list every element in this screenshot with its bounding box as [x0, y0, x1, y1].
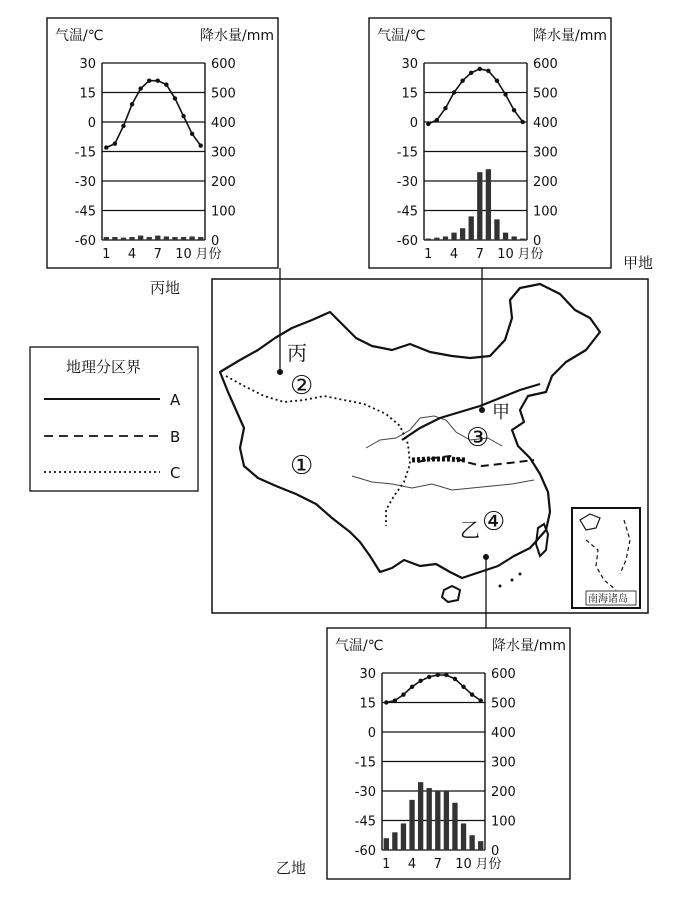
legend-key-b: B — [170, 428, 181, 446]
precip-tick-label: 200 — [211, 175, 236, 190]
temperature-point — [401, 692, 405, 696]
left-axis-title: 气温/℃ — [377, 28, 426, 44]
temp-tick-label: -30 — [354, 785, 376, 800]
temperature-point — [426, 122, 430, 126]
temp-tick-label: -15 — [74, 145, 96, 161]
precip-tick-label: 300 — [533, 145, 558, 161]
precip-tick-label: 0 — [211, 234, 220, 249]
precip-tick-label: 500 — [533, 86, 558, 102]
month-tick-label: 4 — [449, 247, 459, 262]
precip-bar — [427, 788, 432, 850]
precip-bar — [494, 219, 499, 240]
temp-tick-label: -15 — [354, 755, 376, 771]
temperature-point — [521, 120, 525, 124]
island-dot — [511, 579, 514, 582]
month-axis-suffix: 月份 — [517, 247, 544, 262]
temperature-point — [512, 108, 516, 112]
precip-bar — [452, 803, 457, 850]
precip-bar — [384, 838, 389, 850]
month-tick-label: 4 — [407, 857, 417, 872]
label-jia: 甲 — [492, 402, 510, 423]
precip-bar — [426, 239, 431, 240]
temp-tick-label: -60 — [354, 844, 376, 859]
temp-tick-label: -45 — [396, 204, 418, 220]
temperature-point — [410, 685, 414, 689]
month-tick-label: 7 — [153, 247, 162, 262]
temp-tick-label: -60 — [396, 234, 418, 249]
label-bing-di: 丙地 — [150, 279, 181, 297]
right-axis-title: 降水量/mm — [200, 28, 274, 44]
month-axis-suffix: 月份 — [195, 247, 222, 262]
legend-title: 地理分区界 — [66, 358, 142, 376]
precip-bar — [401, 823, 406, 850]
precip-bar — [189, 236, 194, 240]
climate-chart-bing — [47, 18, 278, 268]
yangtze-river — [352, 476, 534, 490]
region-number-1: ① — [290, 451, 314, 481]
left-axis-title: 气温/℃ — [55, 28, 104, 44]
temp-tick-label: 30 — [401, 57, 418, 72]
point-jia — [479, 407, 485, 413]
precip-tick-label: 600 — [533, 57, 558, 72]
precip-bar — [434, 238, 439, 240]
temp-tick-label: 30 — [79, 57, 96, 72]
temperature-point — [469, 71, 473, 75]
precip-tick-label: 400 — [211, 116, 236, 131]
temp-tick-label: -15 — [396, 145, 418, 161]
precip-bar — [164, 236, 169, 240]
precip-tick-label: 100 — [211, 204, 236, 220]
climate-chart-yi — [327, 628, 570, 879]
temp-tick-label: -30 — [74, 175, 96, 190]
temperature-point — [181, 114, 185, 118]
precip-tick-label: 500 — [491, 696, 516, 712]
temperature-point — [147, 79, 151, 83]
precip-bar — [477, 172, 482, 240]
temperature-point — [453, 677, 457, 681]
temperature-point — [138, 86, 142, 90]
month-tick-label: 1 — [424, 247, 433, 262]
temperature-point — [156, 79, 160, 83]
precip-bar — [129, 237, 134, 240]
temperature-point — [121, 124, 125, 128]
precip-bar — [138, 236, 143, 240]
temperature-point — [436, 673, 440, 677]
right-axis-title: 降水量/mm — [492, 638, 566, 654]
temperature-point — [384, 700, 388, 704]
precip-tick-label: 100 — [491, 814, 516, 830]
precip-tick-label: 400 — [533, 116, 558, 131]
left-axis-title: 气温/℃ — [335, 638, 384, 654]
temperature-point — [199, 143, 203, 147]
temperature-point — [452, 90, 456, 94]
precip-bar — [478, 841, 483, 850]
precip-bar — [469, 835, 474, 850]
temp-tick-label: 30 — [359, 667, 376, 682]
precip-bar — [198, 237, 203, 240]
precip-bar — [155, 236, 160, 240]
precip-tick-label: 100 — [533, 204, 558, 220]
precip-bar — [460, 228, 465, 240]
precip-bar — [486, 169, 491, 240]
month-tick-label: 1 — [382, 857, 391, 872]
temp-tick-label: 0 — [409, 116, 418, 131]
temperature-point — [393, 698, 397, 702]
label-yi: 乙 — [460, 518, 480, 542]
region-number-4: ④ — [482, 507, 506, 537]
precip-bar — [443, 236, 448, 240]
legend-key-a: A — [170, 391, 181, 409]
temperature-point — [503, 92, 507, 96]
temp-tick-label: 0 — [367, 726, 376, 741]
precip-bar — [461, 823, 466, 850]
temp-tick-label: 15 — [79, 86, 96, 102]
temperature-point — [479, 698, 483, 702]
temperature-point — [478, 67, 482, 71]
climate-chart-jia — [369, 18, 611, 268]
china-outline — [220, 284, 600, 578]
temp-tick-label: 15 — [401, 86, 418, 102]
temperature-point — [190, 132, 194, 136]
temp-tick-label: -30 — [396, 175, 418, 190]
temperature-point — [130, 102, 134, 106]
precip-tick-label: 0 — [533, 234, 542, 249]
precip-bar — [147, 237, 152, 240]
label-jia-di: 甲地 — [623, 254, 654, 272]
precip-bar — [112, 237, 117, 240]
temperature-point — [486, 69, 490, 73]
temperature-point — [443, 106, 447, 110]
precip-bar — [172, 237, 177, 240]
month-tick-label: 10 — [175, 247, 192, 262]
temperature-point — [461, 685, 465, 689]
temperature-point — [113, 141, 117, 145]
month-tick-label: 10 — [455, 857, 472, 872]
temperature-point — [104, 145, 108, 149]
label-yi-di: 乙地 — [276, 859, 307, 877]
precip-bar — [418, 782, 423, 850]
temperature-point — [173, 96, 177, 100]
island-dot — [519, 573, 522, 576]
precip-bar — [392, 832, 397, 850]
temperature-point — [435, 118, 439, 122]
precip-tick-label: 600 — [491, 667, 516, 682]
month-tick-label: 7 — [475, 247, 484, 262]
precip-bar — [435, 791, 440, 850]
point-bing — [277, 369, 283, 375]
map-frame — [212, 279, 648, 613]
temperature-point — [427, 675, 431, 679]
precip-bar — [409, 800, 414, 850]
temperature-point — [418, 679, 422, 683]
chart-frame — [47, 18, 278, 268]
temp-tick-label: -45 — [354, 814, 376, 830]
label-bing: 丙 — [287, 341, 307, 365]
precip-tick-label: 600 — [211, 57, 236, 72]
boundary-b — [418, 456, 534, 466]
precip-tick-label: 400 — [491, 726, 516, 741]
precip-bar — [503, 233, 508, 240]
temperature-point — [164, 82, 168, 86]
nanhai-label: 南海诸岛 — [588, 594, 628, 605]
temp-tick-label: -45 — [74, 204, 96, 220]
temperature-point — [470, 692, 474, 696]
temp-tick-label: -60 — [74, 234, 96, 249]
precip-bar — [181, 237, 186, 240]
precip-bar — [444, 791, 449, 850]
island-dot — [499, 585, 502, 588]
precip-tick-label: 200 — [491, 785, 516, 800]
precip-bar — [511, 236, 516, 240]
precip-bar — [121, 238, 126, 240]
month-tick-label: 10 — [497, 247, 514, 262]
precip-bar — [451, 233, 456, 240]
boundary-c — [226, 376, 410, 526]
qinling-mountain — [412, 459, 466, 460]
temperature-point — [495, 79, 499, 83]
precip-bar — [520, 239, 525, 240]
temp-tick-label: 15 — [359, 696, 376, 712]
precip-tick-label: 0 — [491, 844, 500, 859]
point-yi — [483, 554, 489, 560]
month-tick-label: 1 — [102, 247, 111, 262]
precip-bar — [104, 237, 109, 240]
precip-bar — [469, 216, 474, 240]
temperature-point — [460, 79, 464, 83]
month-tick-label: 4 — [127, 247, 137, 262]
precip-tick-label: 300 — [211, 145, 236, 161]
region-number-3: ③ — [466, 423, 490, 453]
temp-tick-label: 0 — [87, 116, 96, 131]
month-tick-label: 7 — [433, 857, 442, 872]
legend-key-c: C — [170, 464, 181, 482]
month-axis-suffix: 月份 — [475, 857, 502, 872]
precip-tick-label: 500 — [211, 86, 236, 102]
legend — [30, 347, 198, 491]
region-number-2: ② — [290, 371, 314, 401]
south-china-sea-inset — [572, 508, 640, 608]
right-axis-title: 降水量/mm — [533, 28, 607, 44]
precip-tick-label: 300 — [491, 755, 516, 771]
precip-tick-label: 200 — [533, 175, 558, 190]
temperature-point — [444, 673, 448, 677]
hainan-island — [442, 586, 460, 602]
